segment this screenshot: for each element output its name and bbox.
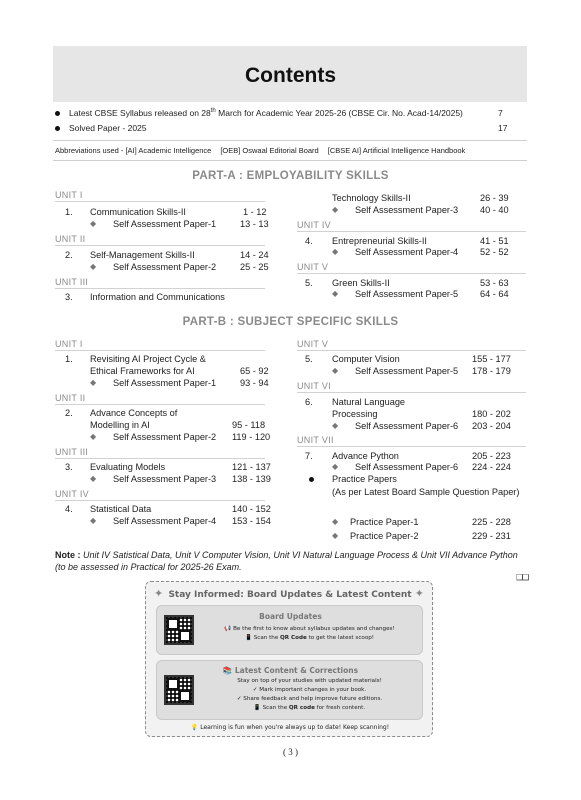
card-line: ✓ Share feedback and help improve future editions. [236, 696, 383, 702]
card-line: 📱 Scan the QR code for fresh content. [253, 705, 366, 711]
round-bullet-icon [309, 477, 314, 482]
unit-heading: UNIT I [55, 190, 265, 202]
unit-heading: UNIT III [55, 277, 265, 289]
board-updates-card[interactable] [156, 605, 423, 655]
diamond-bullet-icon: ◆ [332, 289, 339, 298]
stay-informed-box [145, 581, 433, 737]
page-title: Contents [245, 64, 336, 87]
round-bullet-icon [55, 111, 60, 116]
note: Note : Unit IV Satistical Data, Unit V Computer Vision, Unit VI Natural Language Process & Unit VII Advance Python (to be assessed in Practical for 2025-26 Exam. [55, 550, 518, 572]
round-bullet-icon [55, 126, 60, 131]
party-popper-icon: ✦ [414, 588, 424, 600]
diamond-bullet-icon: ◆ [332, 421, 339, 430]
diamond-bullet-icon: ◆ [90, 516, 97, 525]
card-line: 📢 Be the first to know about syllabus updates and changes! [224, 626, 395, 632]
divider [53, 140, 527, 141]
unit-heading: UNIT IV [55, 489, 265, 501]
qr-code[interactable] [164, 675, 194, 705]
page-number: ( 3 ) [283, 747, 298, 757]
diamond-bullet-icon: ◆ [90, 474, 97, 483]
unit-heading: UNIT V [297, 339, 526, 351]
unit-heading: UNIT IV [297, 220, 526, 232]
card-line: Stay on top of your studies with updated materials! [237, 678, 382, 684]
info-box-title: Stay Informed: Board Updates & Latest Content [168, 590, 412, 600]
diamond-bullet-icon: ◆ [332, 517, 339, 526]
card-line: ✓ Mark important changes in your book. [252, 687, 367, 693]
unit-heading: UNIT II [55, 234, 265, 246]
page-ref: 17 [498, 123, 508, 133]
diamond-bullet-icon: ◆ [332, 531, 339, 540]
section-end-mark: ❑❑ [516, 573, 529, 582]
abbreviations: Abbreviations used - [AI] Academic Intelligence [OEB] Oswaal Editorial Board [CBSE AI] Artificial Intelligence Handbook [55, 146, 466, 155]
diamond-bullet-icon: ◆ [90, 262, 97, 271]
card-heading: 📚 Latest Content & Corrections [222, 666, 359, 675]
syllabus-line[interactable]: Latest CBSE Syllabus released on 28th March for Academic Year 2025-26 (CBSE Cir. No. Acad-14/2025) 7 [55, 108, 463, 118]
info-box-footer: 💡 Learning is fun when you're always up to date! Keep scanning! [190, 724, 390, 731]
diamond-bullet-icon: ◆ [332, 205, 339, 214]
diamond-bullet-icon: ◆ [90, 378, 97, 387]
diamond-bullet-icon: ◆ [332, 247, 339, 256]
unit-heading: UNIT V [297, 262, 526, 274]
diamond-bullet-icon: ◆ [90, 432, 97, 441]
diamond-bullet-icon: ◆ [332, 462, 339, 471]
card-heading: Board Updates [259, 612, 322, 621]
party-popper-icon: ✦ [154, 588, 164, 600]
solved-paper-line[interactable]: Solved Paper - 2025 17 [55, 123, 147, 133]
unit-heading: UNIT III [55, 447, 265, 459]
card-line: 📱 Scan the QR Code to get the latest scoop! [244, 635, 375, 641]
latest-content-card[interactable] [156, 660, 423, 720]
unit-heading: UNIT VII [297, 435, 526, 447]
unit-heading: UNIT VI [297, 381, 526, 393]
part-a-title: PART-A : EMPLOYABILITY SKILLS [192, 170, 389, 182]
diamond-bullet-icon: ◆ [90, 219, 97, 228]
practice-papers-note: (As per Latest Board Sample Question Paper) [332, 487, 520, 497]
unit-heading: UNIT II [55, 393, 265, 405]
diamond-bullet-icon: ◆ [332, 366, 339, 375]
page-ref: 7 [498, 108, 503, 118]
divider [53, 160, 527, 161]
unit-heading: UNIT I [55, 339, 265, 351]
part-b-title: PART-B : SUBJECT SPECIFIC SKILLS [182, 316, 399, 328]
